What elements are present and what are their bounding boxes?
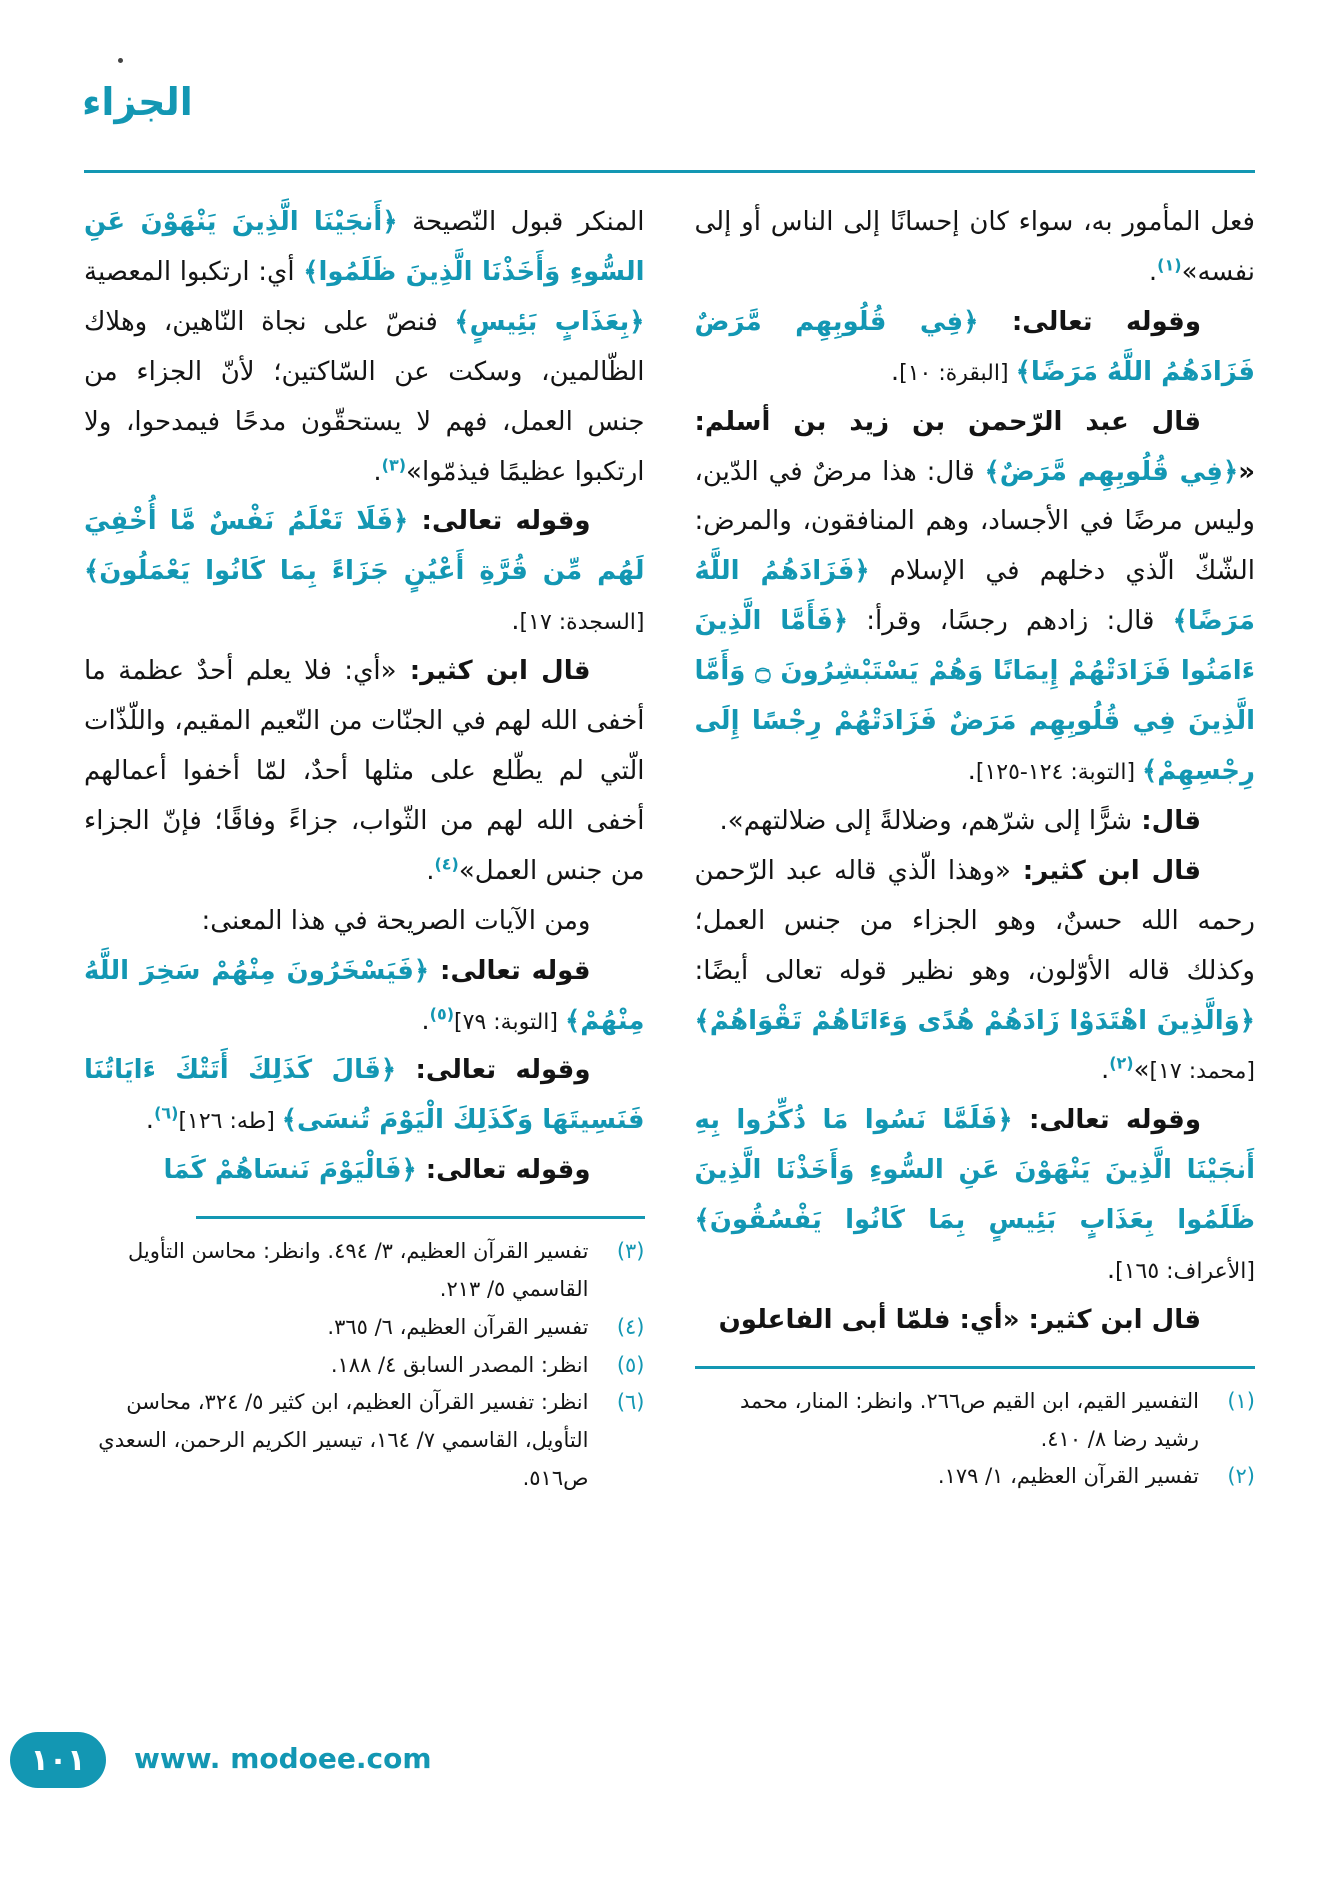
footnote-number: (٤) xyxy=(616,1314,645,1339)
footnote-number: (٥) xyxy=(616,1352,645,1377)
paragraph xyxy=(84,897,645,947)
quran-verse: ﴿وَالَّذِينَ اهْتَدَوْا زَادَهُمْ هُدًى وَءَاتَاهُمْ تَقْوَاهُمْ﴾ xyxy=(694,1005,1255,1036)
body-text: «وهذا الّذي قاله عبد الرّحمن رحمه الله حسنٌ، وهو الجزاء من جنس العمل؛ وكذلك قاله الأوّلون، وهو نظير قوله تعالى أيضًا: xyxy=(694,855,1255,986)
lead-in-text: قال ابن كثير: xyxy=(1010,855,1201,886)
lead-in-text: وقوله تعالى: xyxy=(1012,1105,1201,1136)
lead-in-text: وقوله تعالى: xyxy=(978,306,1201,337)
body-text: . xyxy=(145,1105,155,1136)
footnote-text: انظر: المصدر السابق ٤/ ١٨٨. xyxy=(330,1352,589,1377)
footnote-divider xyxy=(196,1216,644,1219)
body-text: شرًّا إلى شرّهم، وضلالةً إلى ضلالتهم». xyxy=(719,805,1133,836)
quran-verse: ﴿فَزَادَهُمُ اللَّهُ مَرَضًا﴾ xyxy=(694,556,1255,637)
lead-in-text: قوله تعالى: xyxy=(429,955,591,986)
body-text: . xyxy=(1106,1255,1116,1286)
lead-in-text: قال ابن كثير: xyxy=(396,656,591,687)
lead-in-text: قال ابن كثير: xyxy=(1019,1304,1201,1335)
verse-reference: [محمد: ١٧] xyxy=(1149,1059,1255,1085)
paragraph xyxy=(695,1296,1256,1346)
verse-reference: [البقرة: ١٠] xyxy=(899,360,1016,386)
quran-verse: ﴿فِي قُلُوبِهِم مَّرَضٌ فَزَادَهُمُ اللَّهُ مَرَضًا﴾ xyxy=(694,306,1255,387)
footnote xyxy=(695,1383,1256,1459)
body-text: فنصّ على نجاة النّاهين، وهلاك الظّالمين، وسكت عن السّاكتين؛ لأنّ الجزاء من جنس العمل، فهم لا يستحقّون مدحًا فيمدحوا، ولا ارتكبوا عظيمًا فيذمّوا» xyxy=(84,306,645,487)
body-text: . xyxy=(373,456,382,487)
footnote xyxy=(84,1309,645,1347)
paragraph xyxy=(84,198,645,497)
page-number-badge: ١٠١ xyxy=(10,1732,106,1788)
right-column xyxy=(695,198,1256,1496)
paragraph xyxy=(695,198,1256,298)
paragraph xyxy=(84,497,645,647)
quran-verse: ﴿فَأَمَّا الَّذِينَ ءَامَنُوا فَزَادَتْهُمْ إِيمَانًا وَهُمْ يَسْتَبْشِرُونَ ۝ وَأَمَّا الَّذِينَ فِي قُلُوبِهِم مَرَضٌ فَزَادَتْهُمْ رِجْسًا إِلَى رِجْسِهِمْ﴾ xyxy=(694,606,1255,786)
quran-verse: ﴿فَالْيَوْمَ نَنسَاهُمْ كَمَا xyxy=(163,1155,417,1186)
body-text: ومن الآيات الصريحة في هذا المعنى: xyxy=(201,905,591,936)
verse-reference: [طه: ١٢٦] xyxy=(178,1109,282,1135)
footnote-number: (١) xyxy=(1227,1388,1255,1413)
left-column xyxy=(84,198,645,1498)
body-text: قال: زادهم رجسًا، وقرأ: xyxy=(848,606,1173,637)
body-text: . xyxy=(890,356,900,387)
lead-in-text: قال عبد الرّحمن بن زيد بن أسلم: « xyxy=(694,406,1255,487)
body-text: . xyxy=(426,855,435,886)
footnote-marker: (٦) xyxy=(154,1103,179,1123)
quran-verse: ﴿فَلَمَّا نَسُوا مَا ذُكِّرُوا بِهِ أَنجَيْنَا الَّذِينَ يَنْهَوْنَ عَنِ السُّوءِ وَأَخَذْنَا الَّذِينَ ظَلَمُوا بِعَذَابٍ بَئِيسٍ بِمَا كَانُوا يَفْسُقُونَ﴾ xyxy=(694,1105,1255,1236)
right-column-footnotes xyxy=(695,1383,1256,1496)
verse-reference: [التوبة: ١٢٤-١٢٥] xyxy=(975,759,1143,785)
lead-in-text: وقوله تعالى: xyxy=(416,1155,591,1186)
header-divider xyxy=(84,170,1255,173)
paragraph xyxy=(695,797,1256,847)
body-text: . xyxy=(421,1005,430,1036)
body-text: . xyxy=(1148,256,1158,287)
quran-verse: ﴿قَالَ كَذَلِكَ أَتَتْكَ ءَايَاتُنَا فَنَسِيتَهَا وَكَذَلِكَ الْيَوْمَ تُنسَى﴾ xyxy=(84,1055,645,1136)
footnote-marker: (٢) xyxy=(1109,1053,1134,1073)
paragraph xyxy=(695,298,1256,398)
footnote-number: (٦) xyxy=(616,1390,645,1415)
quran-verse: ﴿بِعَذَابٍ بَئِيسٍ﴾ xyxy=(454,306,645,337)
body-text: قال: هذا مرضٌ في الدّين، وليس مرضًا في الأجساد، وهم المنافقون، والمرض: الشّكّ الّذي دخلهم في الإسلام xyxy=(694,456,1255,587)
header-dot xyxy=(118,58,123,63)
footnote-marker: (٥) xyxy=(429,1003,455,1023)
quran-verse: ﴿فَيَسْخَرُونَ مِنْهُمْ سَخِرَ اللَّهُ مِنْهُمْ﴾ xyxy=(84,955,645,1036)
quran-verse: ﴿أَنجَيْنَا الَّذِينَ يَنْهَوْنَ عَنِ السُّوءِ وَأَخَذْنَا الَّذِينَ ظَلَمُوا﴾ xyxy=(84,207,645,287)
paragraph xyxy=(84,1046,645,1146)
body-text: » xyxy=(1133,1055,1150,1086)
footnote-number: (٣) xyxy=(616,1239,645,1264)
lead-in-text: «أي: فلمّا أبى الفاعلون xyxy=(718,1304,1020,1335)
body-text: . xyxy=(1100,1055,1110,1086)
footnote xyxy=(84,1347,645,1385)
quran-verse: ﴿فِي قُلُوبِهِم مَّرَضٌ﴾ xyxy=(984,456,1239,487)
footnote-marker: (١) xyxy=(1157,255,1182,275)
paragraph xyxy=(84,947,645,1047)
footnote-divider xyxy=(695,1366,1256,1369)
footnote-text: تفسير القرآن العظيم، ٦/ ٣٦٥. xyxy=(327,1314,589,1339)
left-column-body xyxy=(84,198,645,1196)
footnote-text: تفسير القرآن العظيم، ٣/ ٤٩٤. وانظر: محاسن التأويل القاسمي ٥/ ٢١٣. xyxy=(128,1239,589,1301)
paragraph xyxy=(695,847,1256,1097)
website-url: www. modoee.com xyxy=(134,1742,432,1775)
book-title-calligraphy: الجزاء xyxy=(82,80,193,124)
footnote-text: انظر: تفسير القرآن العظيم، ابن كثير ٥/ ٣٢٤، محاسن التأويل، القاسمي ٧/ ١٦٤، تيسير الكريم الرحمن، السعدي ص٥١٦. xyxy=(98,1390,589,1490)
lead-in-text: وقوله تعالى: xyxy=(408,506,591,537)
right-column-body xyxy=(695,198,1256,1346)
text-columns xyxy=(84,198,1255,1498)
footnote-number: (٢) xyxy=(1227,1464,1255,1489)
paragraph xyxy=(695,1096,1256,1296)
footnote xyxy=(84,1384,645,1497)
footnote-marker: (٤) xyxy=(434,854,459,874)
quran-verse: ﴿فَلَا تَعْلَمُ نَفْسٌ مَّا أُخْفِيَ لَهُم مِّن قُرَّةِ أَعْيُنٍ جَزَاءً بِمَا كَانُوا يَعْمَلُونَ﴾ xyxy=(84,506,645,587)
body-text: . xyxy=(967,755,976,786)
footnote xyxy=(84,1233,645,1309)
footnote-text: التفسير القيم، ابن القيم ص٢٦٦. وانظر: المنار، محمد رشيد رضا ٨/ ٤١٠. xyxy=(740,1388,1199,1451)
footnote xyxy=(695,1458,1256,1496)
footnote-marker: (٣) xyxy=(381,454,407,474)
lead-in-text: وقوله تعالى: xyxy=(396,1055,591,1086)
body-text: أي: ارتكبوا المعصية xyxy=(84,256,304,287)
paragraph xyxy=(695,398,1256,797)
paragraph xyxy=(84,1146,645,1196)
footnote-text: تفسير القرآن العظيم، ١/ ١٧٩. xyxy=(937,1464,1199,1489)
lead-in-text: قال: xyxy=(1132,805,1201,836)
verse-reference: [التوبة: ٧٩] xyxy=(454,1009,565,1035)
body-text: «أي: فلا يعلم أحدٌ عظمة ما أخفى الله لهم في الجنّات من النّعيم المقيم، واللّذّات الّتي لم يطّلع على مثلها أحدٌ، لمّا أخفوا أعمالهم أخفى الله لهم من الثّواب، جزاءً وفاقًا؛ فإنّ الجزاء من جنس العمل» xyxy=(84,656,645,886)
body-text: . xyxy=(511,606,520,637)
paragraph xyxy=(84,647,645,897)
verse-reference: [السجدة: ١٧] xyxy=(519,610,645,636)
body-text: فعل المأمور به، سواء كان إحسانًا إلى الناس أو إلى نفسه» xyxy=(694,207,1255,287)
body-text: المنكر قبول النّصيحة xyxy=(397,207,645,237)
verse-reference: [الأعراف: ١٦٥] xyxy=(1115,1259,1255,1285)
left-column-footnotes xyxy=(84,1233,645,1498)
